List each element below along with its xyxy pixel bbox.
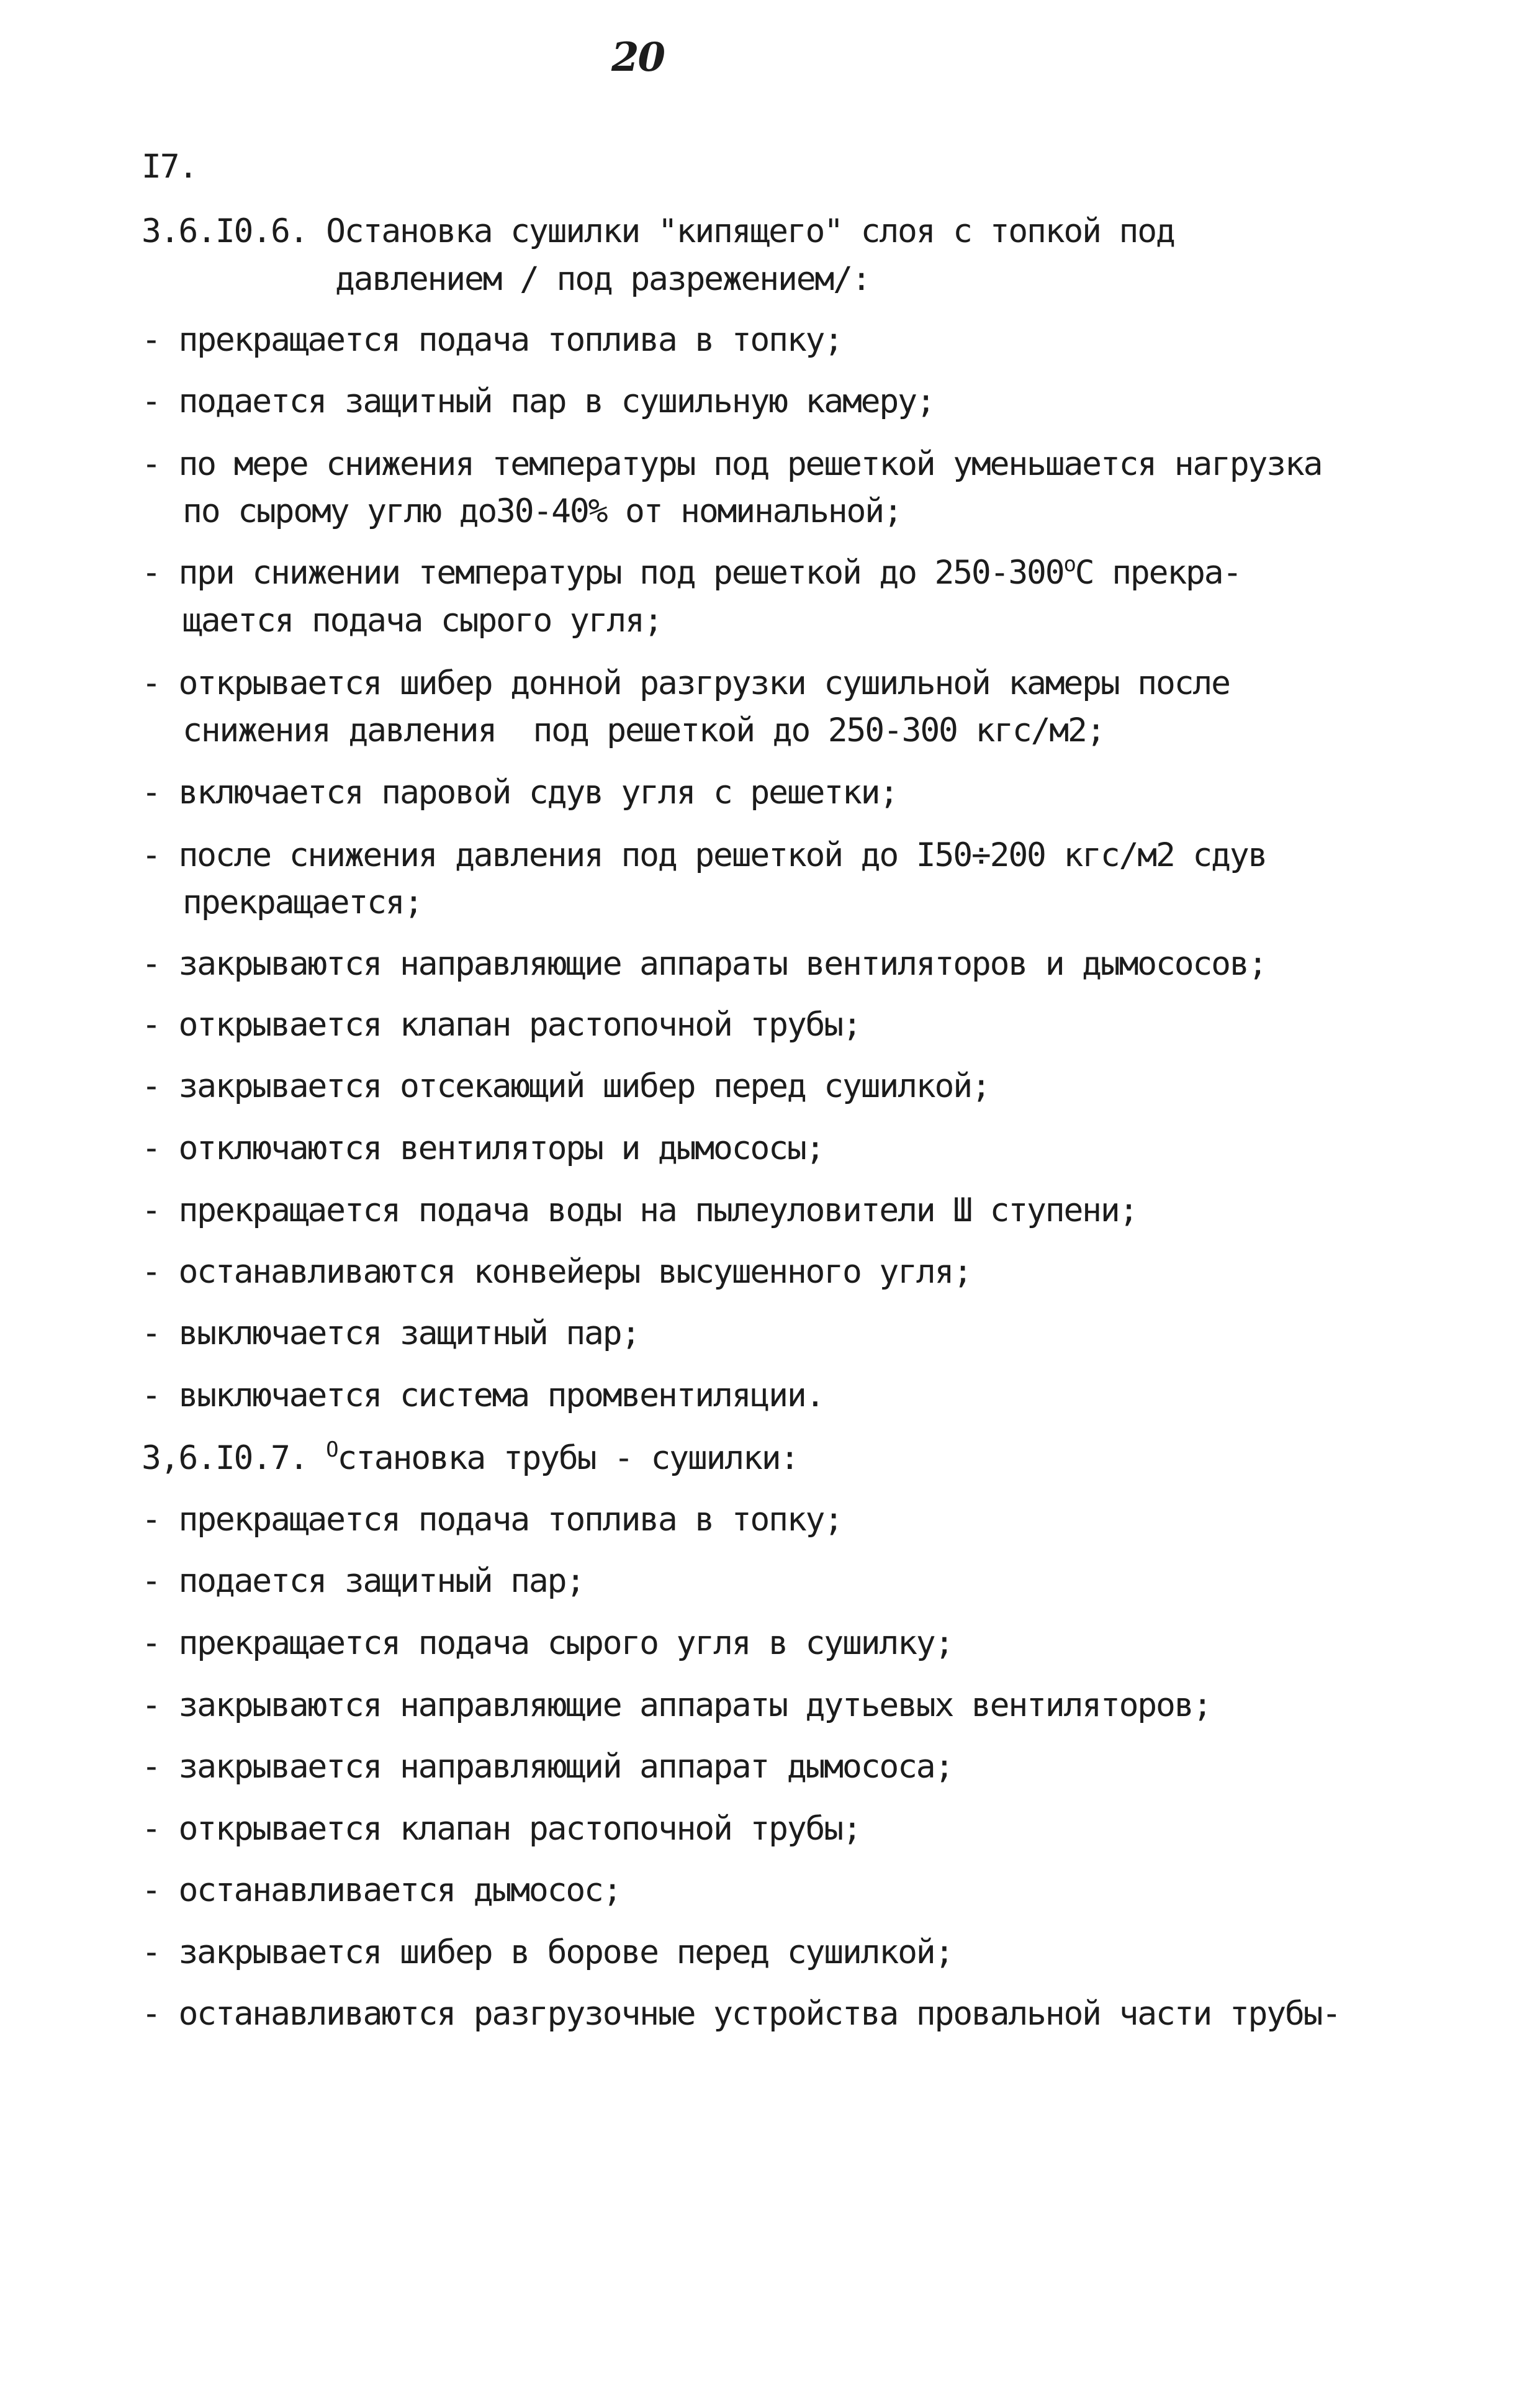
list-bullet: -	[142, 382, 160, 420]
list-item-continuation: щается подача сырого угля;	[182, 602, 662, 639]
list-item-text: останавливаются конвейеры высушенного угля;	[178, 1253, 971, 1291]
list-bullet: -	[142, 1376, 160, 1414]
list-item-text: выключается система промвентиляции.	[178, 1376, 824, 1414]
list-item-text: отключаются вентиляторы и дымососы;	[178, 1129, 824, 1167]
list-item	[142, 1128, 824, 1169]
list-bullet: -	[142, 1191, 160, 1229]
list-bullet: -	[142, 1810, 160, 1848]
list-item-text: закрываются направляющие аппараты вентиляторов и дымососов;	[178, 945, 1267, 983]
list-bullet: -	[142, 1995, 160, 2033]
list-item-continuation: прекращается;	[182, 883, 423, 921]
list-item	[142, 1561, 584, 1602]
section-heading: 3.6.I0.6. Остановка сушилки "кипящего" слоя с топкой под	[142, 212, 1174, 250]
list-bullet: -	[142, 1006, 160, 1044]
list-item-text: закрываются направляющие аппараты дутьевых вентиляторов;	[178, 1686, 1212, 1724]
list-bullet: -	[142, 321, 160, 359]
page-number: 20	[611, 34, 665, 81]
list-bullet: -	[142, 445, 160, 483]
list-bullet: -	[142, 1314, 160, 1352]
list-item	[142, 1313, 639, 1354]
list-bullet: -	[142, 774, 160, 811]
list-item-text: подается защитный пар;	[178, 1562, 585, 1600]
list-item	[142, 1809, 861, 1850]
celsius-unit: С	[1074, 554, 1094, 592]
list-item	[142, 553, 1241, 594]
list-item-text: открывается шибер донной разгрузки сушильной камеры после	[178, 664, 1230, 702]
section-heading-text: становка трубы - сушилки:	[337, 1439, 799, 1477]
list-item	[142, 1870, 621, 1911]
list-bullet: -	[142, 1253, 160, 1291]
list-item-text: прекращается подача воды на пылеуловители Ш ступени;	[178, 1191, 1138, 1229]
list-item-text: останавливаются разгрузочные устройства провальной части трубы-	[178, 1995, 1341, 2033]
list-bullet: -	[142, 1067, 160, 1105]
section-heading-continuation: давлением / под разрежением/:	[335, 260, 870, 298]
list-item	[142, 1190, 1137, 1231]
list-bullet: -	[142, 1686, 160, 1724]
list-item	[142, 1375, 824, 1416]
list-item	[142, 1994, 1340, 2035]
list-item	[142, 944, 1266, 985]
list-bullet: -	[142, 1871, 160, 1909]
list-item-text: открывается клапан растопочной трубы;	[178, 1810, 861, 1848]
list-item-text: закрывается шибер в борове перед сушилкой;	[178, 1933, 953, 1971]
list-bullet: -	[142, 836, 160, 874]
list-item	[142, 1623, 953, 1664]
list-item-text: закрывается направляющий аппарат дымососа;	[178, 1748, 953, 1786]
list-item-text: прекращается подача сырого угля в сушилку;	[178, 1624, 953, 1662]
item-number: I7.	[142, 148, 197, 186]
list-item	[142, 663, 1230, 704]
list-item-text: при снижении температуры под решеткой до 250-300	[178, 554, 1064, 592]
list-item	[142, 444, 1322, 485]
list-item	[142, 1932, 953, 1973]
list-item	[142, 1685, 1211, 1726]
list-bullet: -	[142, 1562, 160, 1600]
section-heading-number: 3,6.I0.7.	[142, 1439, 308, 1477]
list-item	[142, 381, 935, 422]
list-item	[142, 1005, 861, 1046]
list-item	[142, 320, 842, 361]
list-item	[142, 1747, 953, 1787]
degree-mark: о	[1063, 552, 1075, 577]
list-bullet: -	[142, 1748, 160, 1786]
heading-initial-letter: О	[326, 1437, 338, 1462]
list-item-text: включается паровой сдув угля с решетки;	[178, 774, 898, 811]
list-item-text: прекращается подача топлива в топку;	[178, 1501, 842, 1539]
list-item-text: прекращается подача топлива в топку;	[178, 321, 842, 359]
list-item-text: по мере снижения температуры под решеткой уменьшается нагрузка	[178, 445, 1322, 483]
section-heading	[142, 1438, 798, 1479]
list-item-text: подается защитный пар в сушильную камеру;	[178, 382, 935, 420]
list-item-text: открывается клапан растопочной трубы;	[178, 1006, 861, 1044]
list-item-text: после снижения давления под решеткой до I50÷200 кгс/м2 сдув	[178, 836, 1267, 874]
list-bullet: -	[142, 1501, 160, 1539]
list-item-text-end: прекра-	[1112, 554, 1241, 592]
list-bullet: -	[142, 554, 160, 592]
list-bullet: -	[142, 1624, 160, 1662]
list-bullet: -	[142, 945, 160, 983]
list-bullet: -	[142, 1129, 160, 1167]
list-item-continuation: по сырому углю до30-40% от номинальной;	[182, 492, 902, 530]
list-item	[142, 835, 1266, 876]
list-item	[142, 1499, 842, 1540]
list-item-text: останавливается дымосос;	[178, 1871, 621, 1909]
list-item-text: закрывается отсекающий шибер перед сушилкой;	[178, 1067, 990, 1105]
list-bullet: -	[142, 1933, 160, 1971]
list-item-text: выключается защитный пар;	[178, 1314, 640, 1352]
list-item	[142, 1066, 990, 1107]
list-item	[142, 1252, 971, 1293]
list-item	[142, 772, 898, 813]
list-item-continuation: снижения давления под решеткой до 250-300 кгс/м2;	[182, 712, 1105, 749]
list-bullet: -	[142, 664, 160, 702]
